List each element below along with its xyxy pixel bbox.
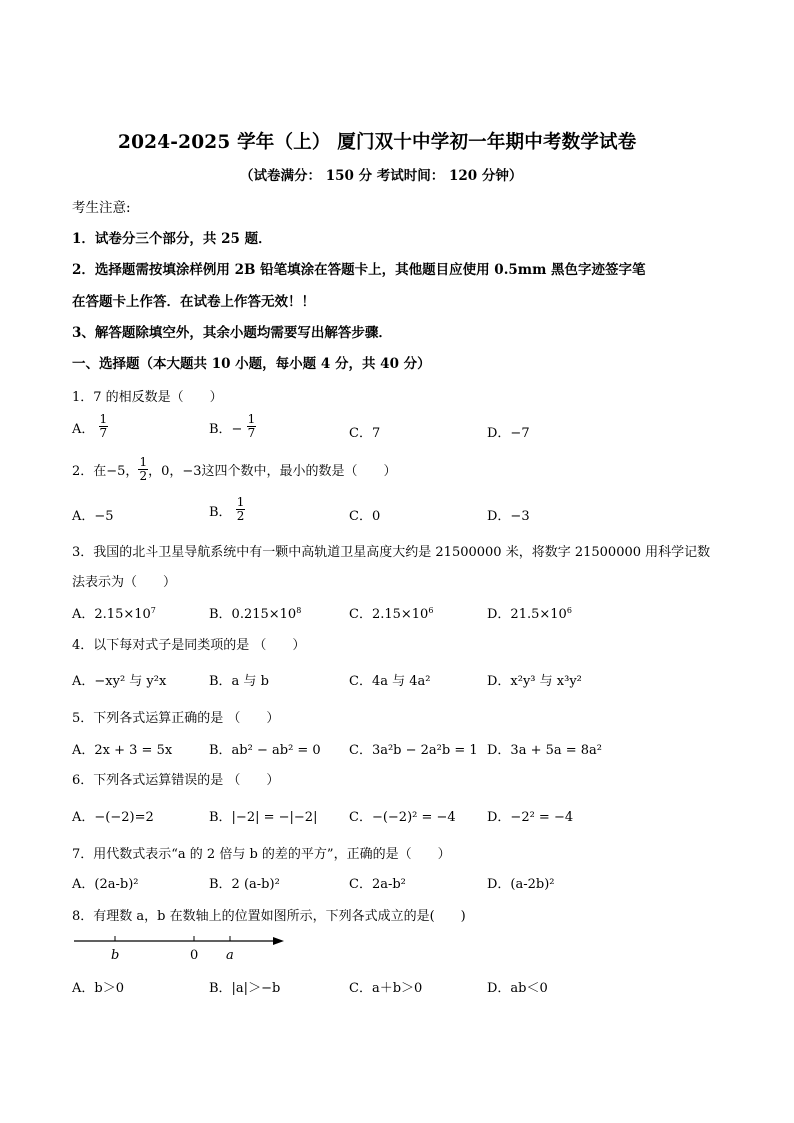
question-7-stem: 7．用代数式表示“a 的 2 倍与 b 的差的平方”，正确的是（ ）: [72, 847, 451, 862]
question-1-stem: 1．7 的相反数是（ ）: [72, 390, 223, 405]
question-8-option-b: B．|a|＞−b: [209, 981, 281, 996]
option-label: A．: [72, 422, 95, 437]
number-line-arrow: [273, 937, 284, 945]
question-4-option-c: C．4a 与 4a²: [349, 674, 431, 689]
question-1-option-c: C．7: [349, 426, 381, 441]
notice-item-1: 1．试卷分三个部分，共 25 题．: [72, 231, 272, 247]
question-2-option-d: D．−3: [487, 509, 530, 524]
question-3-option-c: C．$2.15\times 10^6$: [349, 606, 434, 622]
exam-title: 2024-2025 学年（上） 厦门双十中学初一年期中考数学试卷: [118, 132, 637, 153]
question-4-stem: 4．以下每对式子是同类项的是 （ ）: [72, 638, 306, 653]
label-b: b: [111, 948, 120, 963]
exam-subtitle: （试卷满分： 150 分 考试时间： 120 分钟）: [240, 168, 523, 184]
question-6-stem: 6．下列各式运算错误的是 （ ）: [72, 773, 280, 788]
notice-item-2-cont: 在答题卡上作答．在试卷上作答无效！！: [72, 294, 315, 310]
notice-item-2: 2．选择题需按填涂样例用 2B 铅笔填涂在答题卡上，其他题目应使用 0.5mm 黑色字迹签字笔: [72, 262, 646, 278]
section-heading: 一、选择题（本大题共 10 小题，每小题 4 分，共 40 分）: [72, 356, 431, 372]
question-7-option-c: C．2a-b²: [349, 877, 406, 892]
question-3-option-a: A．$2.15\times 10^7$: [72, 606, 156, 622]
question-8-option-d: D．ab＜0: [487, 981, 548, 996]
question-8-stem: 8．有理数 a，b 在数轴上的位置如图所示，下列各式成立的是( ): [72, 909, 466, 924]
question-4-option-a: A．−xy² 与 y²x: [72, 674, 167, 689]
question-5-option-b: B．ab² − ab² = 0: [209, 743, 321, 758]
question-3-option-b: B．$0.215\times 10^8$: [209, 606, 302, 622]
question-3-stem-line1: 3．我国的北斗卫星导航系统中有一颗中高轨道卫星高度大约是 21500000 米，将数字 21500000 用科学记数: [72, 545, 711, 560]
label-0: 0: [190, 948, 199, 963]
question-7-option-b: B．2 (a-b)²: [209, 877, 280, 892]
fraction: $\frac{1}{7}$: [99, 412, 108, 440]
question-7-option-a: A．(2a-b)²: [72, 877, 139, 892]
question-5-option-c: C．3a²b − 2a²b = 1: [349, 743, 478, 758]
question-2-option-a: A．−5: [72, 509, 114, 524]
question-7-option-d: D．(a-2b)²: [487, 877, 555, 892]
notice-item-3: 3、解答题除填空外，其余小题均需要写出解答步骤．: [72, 325, 392, 341]
fraction: $\frac{1}{7}$: [247, 412, 256, 440]
question-1-option-a: [72, 413, 108, 440]
number-line-figure: [70, 930, 300, 964]
question-6-option-b: B．|−2| = −|−2|: [209, 810, 318, 825]
question-3-option-d: D．$21.5\times 10^6$: [487, 606, 572, 622]
question-4-option-b: B．a 与 b: [209, 674, 269, 689]
question-2-option-b: [209, 496, 245, 523]
question-6-option-c: C．−(−2)² = −4: [349, 810, 456, 825]
question-8-option-a: A．b＞0: [72, 981, 124, 996]
question-5-option-d: D．3a + 5a = 8a²: [487, 743, 603, 758]
question-5-stem: 5．下列各式运算正确的是 （ ）: [72, 711, 280, 726]
question-4-option-d: D．x²y³ 与 x³y²: [487, 674, 582, 689]
question-3-stem-line2: 法表示为（ ）: [72, 575, 177, 590]
option-label: B．: [209, 505, 232, 520]
fraction: $\frac{1}{2}$: [139, 455, 148, 483]
question-2-option-c: C．0: [349, 509, 381, 524]
question-8-option-c: C．a＋b＞0: [349, 981, 423, 996]
question-1-option-d: D．−7: [487, 426, 530, 441]
question-2-stem: 2．在−5， $\frac{1}{2}$ ，0，−3这四个数中，最小的数是（ ）: [72, 455, 397, 483]
label-a: a: [226, 948, 234, 963]
question-6-option-a: A．−(−2)=2: [72, 810, 154, 825]
question-1-option-b: [209, 413, 256, 440]
fraction: $\frac{1}{2}$: [236, 495, 245, 523]
question-5-option-a: A．2x + 3 = 5x: [72, 743, 173, 758]
notice-heading: 考生注意:: [72, 200, 131, 216]
option-label: B．−: [209, 422, 243, 437]
question-6-option-d: D．−2² = −4: [487, 810, 574, 825]
